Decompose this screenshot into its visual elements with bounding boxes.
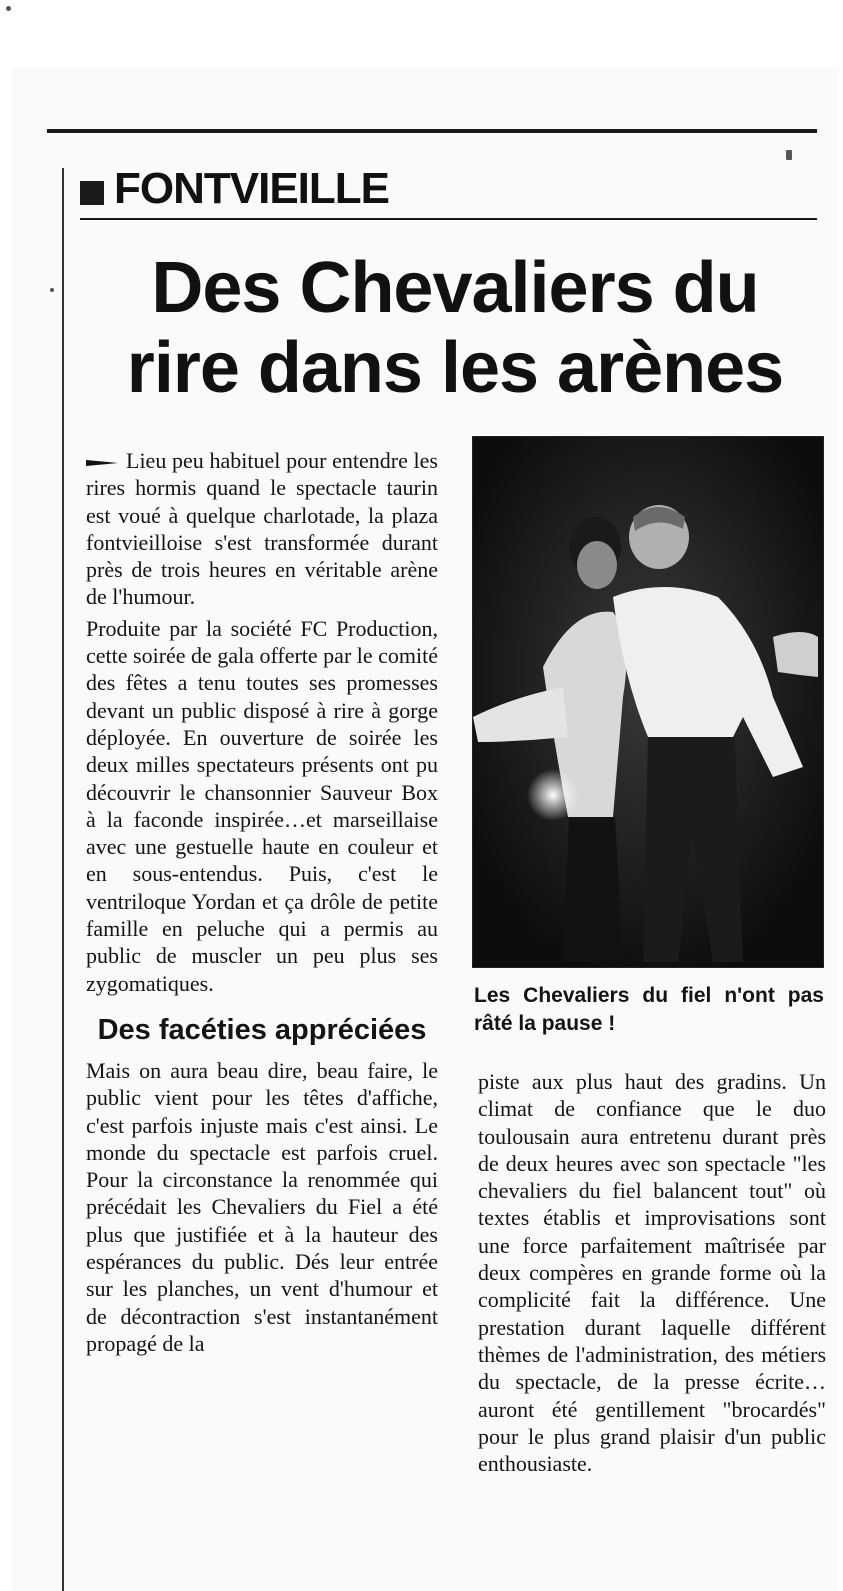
scan-speck xyxy=(50,288,54,292)
right-column xyxy=(478,1068,826,1477)
section-label: FONTVIEILLE xyxy=(114,164,389,213)
lead-paragraph xyxy=(86,447,438,611)
kicker-rule xyxy=(80,218,817,220)
paragraph-2: Produite par la société FC Production, cette soirée de gala offerte par le comité des fêtes a tenu toutes ses promesses devant un public disposé à rire à gorge déployée. En ouverture de soirée les deux milles spectateurs présents ont pu découvrir le chansonnier Sauveur Box à la faconde inspirée…et marseillaise avec une gestuelle haute en couleur et en sous-entendus. Puis, c'est le ventriloque Yordan et ça drôle de petite famille en peluche qui a permis au public de muscler un peu plus ses zygomatiques. xyxy=(86,615,439,996)
lead-text: Lieu peu habituel pour entendre les rires hormis quand le spectacle taurin est voué à quelque charlotade, la plaza fontvieilloise s'est transformée durant près de trois heures en véritable arène de l'humour. xyxy=(86,448,438,610)
left-column-rule xyxy=(62,168,64,1591)
subheading: Des facéties appréciées xyxy=(97,1013,427,1046)
article-headline: Des Chevaliers du rire dans les arènes xyxy=(126,248,784,408)
arrow-icon xyxy=(86,458,118,468)
scan-speck xyxy=(6,6,11,11)
scan-speck xyxy=(786,150,792,160)
section-kicker xyxy=(80,160,389,218)
performers-photo xyxy=(472,436,824,968)
photo-caption: Les Chevaliers du fiel n'ont pas râté la pause ! xyxy=(474,984,824,1035)
paragraph-3: Mais on aura beau dire, beau faire, le public vient pour les têtes d'affiche, c'est parfois injuste mais c'est ainsi. Le monde du spectacle est parfois cruel. Pour la circonstance la renommée qui précédait les Chevaliers du Fiel a été plus que justifiée et à la hauteur des espérances du public. Dés leur entrée sur les planches, un vent d'humour et de décontraction s'est instantanément propagé de la xyxy=(86,1057,438,1356)
top-rule xyxy=(47,129,817,133)
paragraph-4: piste aux plus haut des gradins. Un climat de confiance que le duo toulousain aura entretenu durant près de deux heures avec son spectacle "les chevaliers du fiel balancent tout" où textes établis et improvisations sont une force parfaitement maîtrisée par deux compères en grande forme où la complicité fait la différence. Une prestation durant laquelle différent thèmes de l'administration, des métiers du spectacle, de la presse écrite… auront été gentillement "brocardés" pour le plus grand plaisir d'un public enthousiaste. xyxy=(478,1069,826,1477)
left-column xyxy=(86,447,438,1361)
kicker-square-icon xyxy=(80,181,104,205)
